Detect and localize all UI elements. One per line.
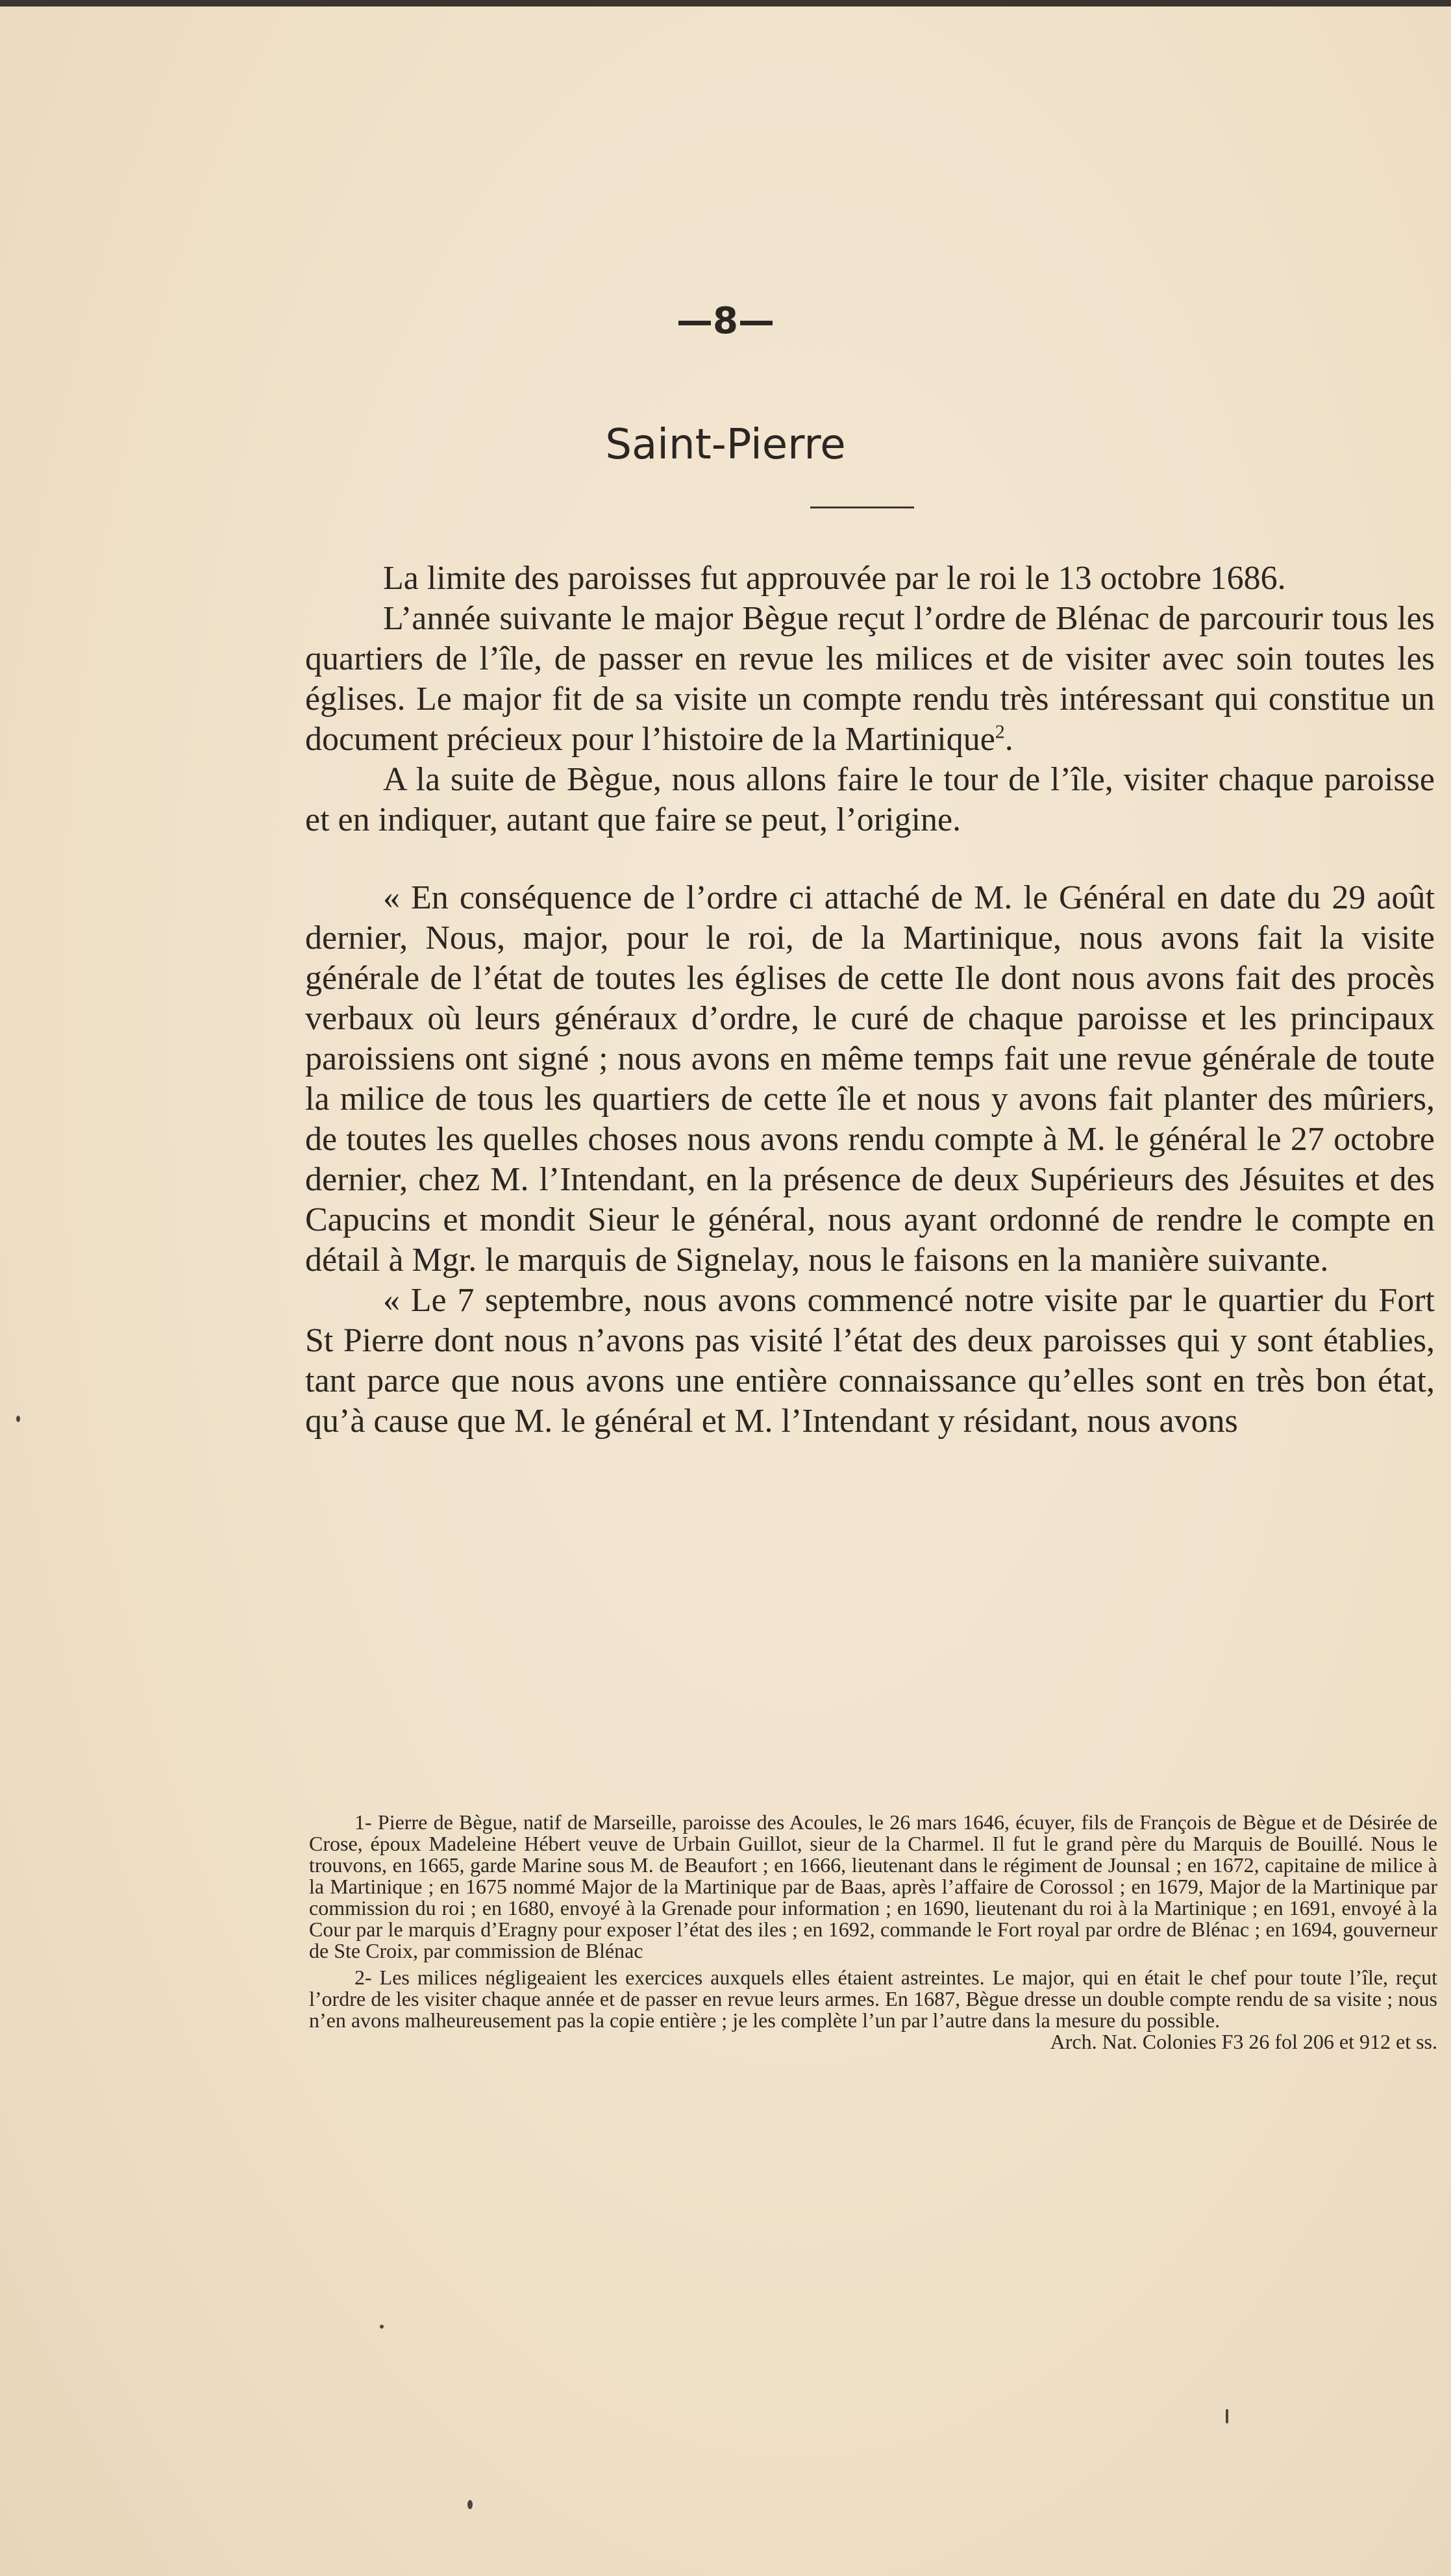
paragraph: La limite des paroisses fut approuvée par le roi le 13 octobre 1686. [383, 560, 1286, 597]
page-title: Saint-Pierre [605, 421, 846, 469]
scan-top-edge [0, 0, 1451, 6]
paragraph-text: L’année suivante le major Bègue reçut l’ordre de Blénac de parcourir tous les quartiers de l’île, de passer en revue les milices et de visiter avec soin toutes les églises. Le major fit de sa visite un compte rendu très intéressant qui constitue un document précieux pour l’histoire de la Martinique [305, 600, 1435, 758]
footnote-text: 2- Les milices négligeaient les exercices auxquels elles étaient astreintes. Le major, qui en était le chef pour toute l’île, reçut l’ordre de les visiter chaque année et de passer en revue leurs armes. En 1687, Bègue dresse un double compte rendu de sa visite ; nous n’en avons malheureusement pas la copie entière ; je les complète l’un par l’autre dans la mesure du possible. [309, 1966, 1437, 2032]
main-text [305, 558, 1435, 1442]
footnote-ref: 2 [995, 721, 1005, 743]
footnote-source: Arch. Nat. Colonies F3 26 fol 206 et 912 et ss. [1050, 2030, 1437, 2053]
ink-speck [380, 2325, 384, 2329]
footnote: 1- Pierre de Bègue, natif de Marseille, paroisse des Acoules, le 26 mars 1646, écuyer, fils de François de Bègue et de Désirée de Crose, époux Madeleine Hébert veuve de Urbain Guillot, sieur de la Charmel. Il fut le grand père du Marquis de Bouillé. Nous le trouvons, en 1665, garde Marine sous M. de Beaufort ; en 1666, lieutenant dans le régiment de Jounsal ; en 1672, capitaine de milice à la Martinique ; en 1675 nommé Major de la Martinique par de Baas, après l’affaire de Corossol ; en 1679, Major de la Martinique par commission du roi ; en 1680, envoyé à la Grenade pour information ; en 1690, lieutenant du roi à la Martinique ; en 1691, envoyé à la Cour par le marquis d’Eragny pour exposer l’état des iles ; en 1692, commande le Fort royal par ordre de Blénac ; en 1694, gouverneur de Ste Croix, par commission de Blénac [309, 1810, 1437, 1962]
paragraph: « En conséquence de l’ordre ci attaché de M. le Général en date du 29 août dernier, Nous, major, pour le roi, de la Martinique, nous avons fait la visite générale de l’état de toutes les églises de cette Ile dont nous avons fait des procès verbaux où leurs généraux d’ordre, le curé de chaque paroisse et les principaux paroissiens ont signé ; nous avons en même temps fait une revue générale de toute la milice de tous les quartiers de cette île et nous y avons fait planter des mûriers, de toutes les quelles choses nous avons rendu compte à M. le général le 27 octobre dernier, chez M. l’Intendant, en la présence de deux Supérieurs des Jésuites et des Capucins et mondit Sieur le général, nous ayant ordonné de rendre le compte en détail à Mgr. le marquis de Signelay, nous le faisons en la manière suivante. [305, 879, 1435, 1279]
footnote [309, 1966, 1437, 2053]
ink-speck [467, 2500, 473, 2509]
title-divider [810, 506, 914, 508]
ink-speck [1226, 2409, 1228, 2423]
page-number: —8— [676, 300, 775, 342]
ink-speck [16, 1416, 20, 1422]
footnotes [309, 1812, 1437, 2053]
paragraph: « Le 7 septembre, nous avons commencé notre visite par le quartier du Fort St Pierre dont nous n’avons pas visité l’état des deux paroisses qui y sont établies, tant parce que nous avons une entière connaissance qu’elles sont en très bon état, qu’à cause que M. le général et M. l’Intendant y résidant, nous avons [305, 1282, 1435, 1440]
paragraph: A la suite de Bègue, nous allons faire le tour de l’île, visiter chaque paroisse et en indiquer, autant que faire se peut, l’origine. [305, 761, 1435, 838]
paragraph: L’année suivante le major Bègue reçut l’ordre de Blénac de parcourir tous les quartiers de l’île, de passer en revue les milices et de visiter avec soin toutes les églises. Le major fit de sa visite un compte rendu très intéressant qui constitue un document précieux pour l’histoire de la Martinique$^2$. [305, 600, 1435, 758]
